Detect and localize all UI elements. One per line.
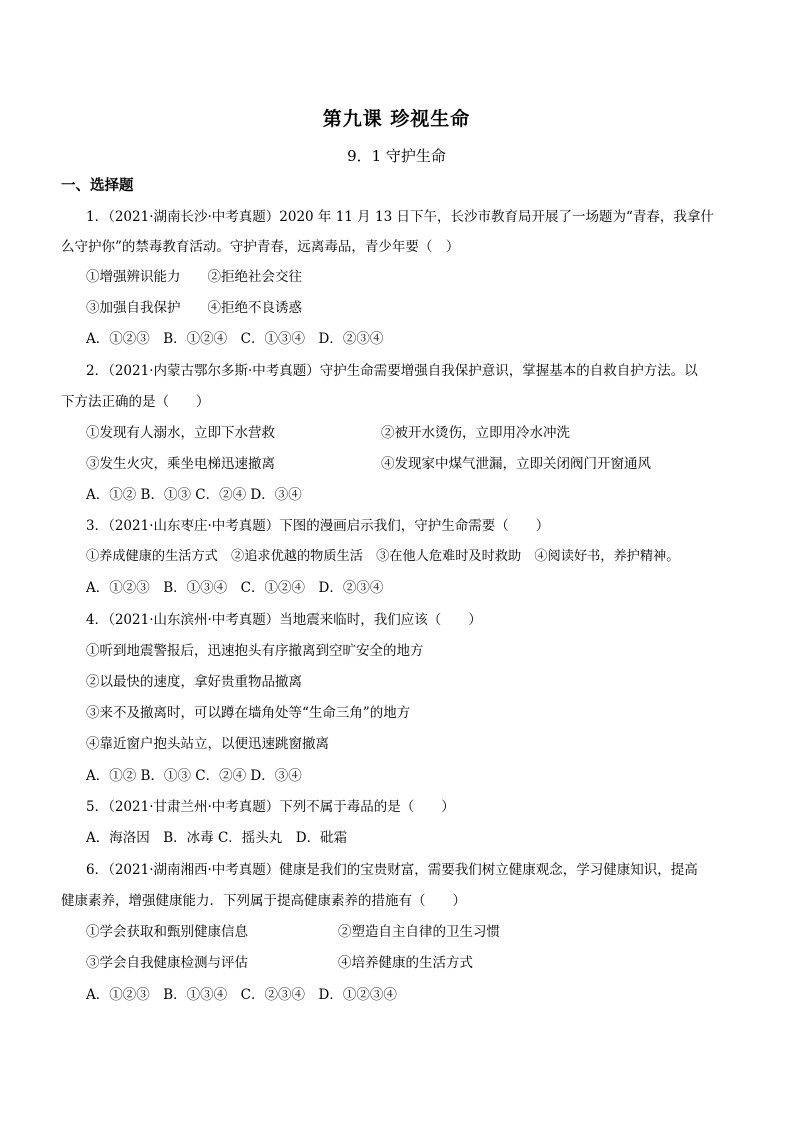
q3-options: ①养成健康的生活方式 ②追求优越的物质生活 ③在他人危难时及时救助 ④阅读好书，养护精神。: [86, 549, 680, 564]
q1-options-row1: ①增强辨识能力 ②拒绝社会交往: [86, 269, 302, 285]
page-title: 第九课 珍视生命: [322, 108, 471, 130]
q1-answer-choices: A．①②③ B．①②④ C．①③④ D．②③④: [86, 331, 384, 347]
q2-answer-choices: A．①② B．①③ C．②④ D．③④: [86, 487, 302, 503]
q6-option-2: ②塑造自主自律的卫生习惯: [338, 924, 500, 940]
q3-stem: 3．（2021·山东枣庄·中考真题）下图的漫画启示我们，守护生命需要（ ）: [86, 518, 550, 534]
q4-option-4: ④靠近窗户抱头站立，以便迅速跳窗撤离: [86, 736, 329, 752]
q6-stem-line1: 6．（2021·湖南湘西·中考真题）健康是我们的宝贵财富，需要我们树立健康观念，学习健康知识，提高: [86, 862, 698, 878]
page-subtitle: 9．1 守护生命: [347, 147, 446, 165]
q2-stem-line1: 2．（2021·内蒙古鄂尔多斯·中考真题）守护生命需要增强自我保护意识，掌握基本的自救自护方法。以: [86, 363, 698, 379]
q4-answer-choices: A．①② B．①③ C．②④ D．③④: [86, 768, 302, 784]
q2-option-4: ④发现家中煤气泄漏，立即关闭阀门开窗通风: [381, 456, 651, 472]
section-heading: 一、选择题: [61, 177, 134, 194]
q4-stem: 4．（2021·山东滨州·中考真题）当地震来临时，我们应该（ ）: [86, 612, 482, 628]
q4-option-1: ①听到地震警报后，迅速抱头有序撤离到空旷安全的地方: [86, 643, 424, 659]
q5-answer-choices: A．海洛因 B．冰毒 C．摇头丸 D．砒霜: [86, 830, 348, 846]
q1-stem-line1: 1．（2021·湖南长沙·中考真题）2020 年 11 月 13 日下午，长沙市教育局开展了一场题为“青春，我拿什: [86, 209, 714, 225]
q2-stem-line2: 下方法正确的是（ ）: [61, 394, 210, 410]
q1-stem-line2: 么守护你”的禁毒教育活动。守护青春，远离毒品，青少年要（ ）: [61, 239, 460, 255]
q6-option-1: ①学会获取和甄别健康信息: [86, 924, 248, 940]
q1-options-row2: ③加强自我保护 ④拒绝不良诱惑: [86, 300, 302, 316]
q2-option-3: ③发生火灾，乘坐电梯迅速撤离: [86, 456, 275, 472]
q6-stem-line2: 健康素养，增强健康能力．下列属于提高健康素养的措施有（ ）: [61, 893, 466, 909]
q2-option-1: ①发现有人溺水，立即下水营救: [86, 425, 275, 441]
q4-option-3: ③来不及撤离时，可以蹲在墙角处等“生命三角”的地方: [86, 705, 411, 721]
q6-option-4: ④培养健康的生活方式: [338, 955, 473, 971]
q6-answer-choices: A．①②③ B．①③④ C．②③④ D．①②③④: [86, 987, 397, 1003]
q5-stem: 5．（2021·甘肃兰州·中考真题）下列不属于毒品的是（ ）: [86, 799, 455, 815]
q3-answer-choices: A．①②③ B．①③④ C．①②④ D．②③④: [86, 580, 384, 596]
q2-option-2: ②被开水烫伤，立即用冷水冲洗: [381, 425, 570, 441]
q6-option-3: ③学会自我健康检测与评估: [86, 955, 248, 971]
q4-option-2: ②以最快的速度，拿好贵重物品撤离: [86, 674, 302, 690]
